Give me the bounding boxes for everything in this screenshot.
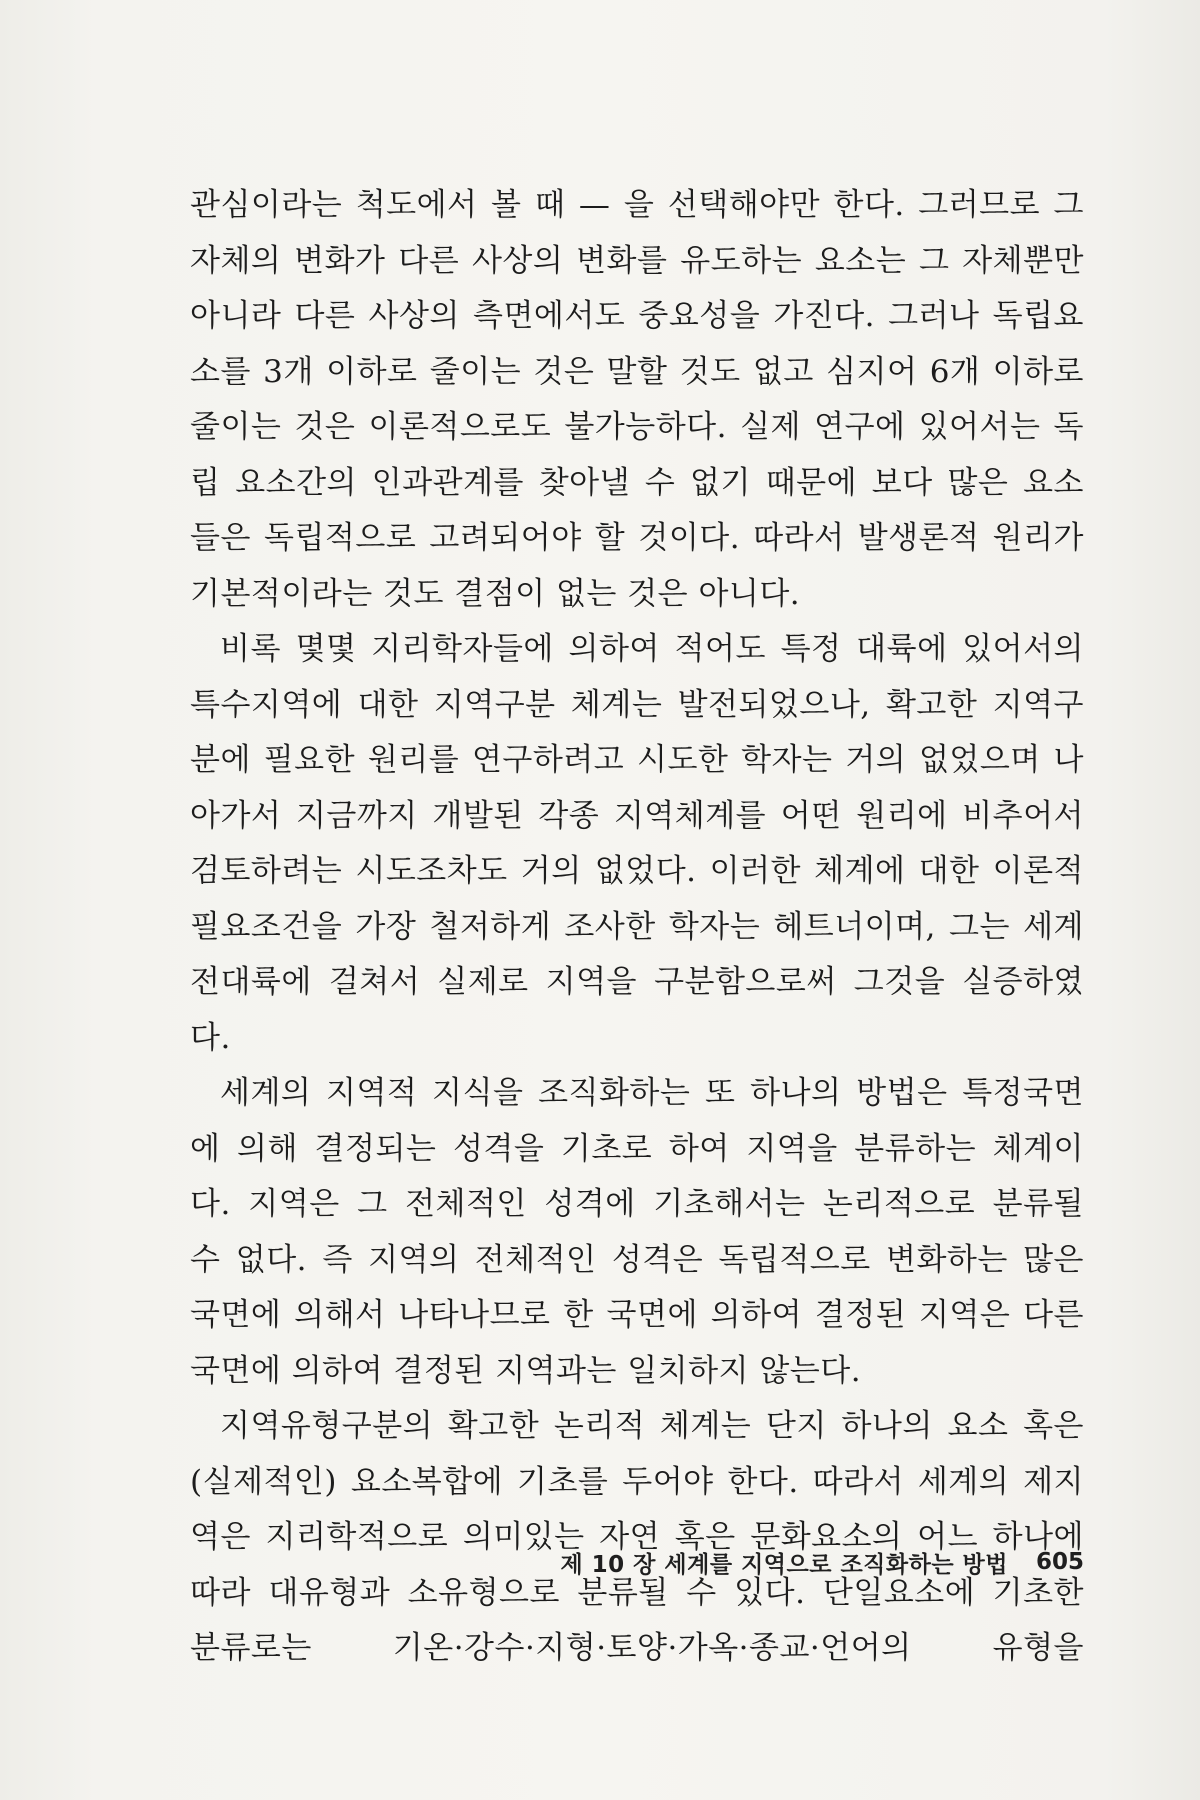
text-line: (실제적인) 요소복합에 기초를 두어야 한다. 따라서 세계의 제지 [190, 1463, 1084, 1500]
text-line: 전대륙에 걸쳐서 실제로 지역을 구분함으로써 그것을 실증하였 [190, 964, 1084, 1000]
paragraph-first-line: 비록 몇몇 지리학자들에 의하여 적어도 특정 대륙에 있어서의 [220, 631, 1084, 667]
text-line: 다. 지역은 그 전체적인 성격에 기초해서는 논리적으로 분류될 [190, 1186, 1084, 1222]
text-line: 국면에 의하여 결정된 지역과는 일치하지 않는다. [190, 1352, 862, 1389]
text-line: 자체의 변화가 다른 사상의 변화를 유도하는 요소는 그 자체뿐만 [190, 242, 1084, 279]
text-line: 검토하려는 시도조차도 거의 없었다. 이러한 체계에 대한 이론적 [190, 853, 1084, 889]
text-line: 소를 3개 이하로 줄이는 것은 말할 것도 없고 심지어 6개 이하로 [190, 353, 1084, 390]
body-text [190, 178, 1084, 1677]
text-line: 기본적이라는 것도 결점이 없는 것은 아니다. [190, 575, 801, 612]
text-line: 국면에 의해서 나타나므로 한 국면에 의하여 결정된 지역은 다른 [190, 1297, 1084, 1333]
text-line: 다. [190, 1019, 231, 1056]
text-line: 들은 독립적으로 고려되어야 할 것이다. 따라서 발생론적 원리가 [190, 520, 1084, 556]
text-line: 아가서 지금까지 개발된 각종 지역체계를 어떤 원리에 비추어서 [190, 797, 1084, 834]
text-line: 필요조건을 가장 철저하게 조사한 학자는 헤트너이며, 그는 세계 [190, 908, 1084, 945]
text-line: 줄이는 것은 이론적으로도 불가능하다. 실제 연구에 있어서는 독 [190, 409, 1084, 445]
paragraph-first-line: 지역유형구분의 확고한 논리적 체계는 단지 하나의 요소 혹은 [220, 1408, 1084, 1444]
running-footer-title: 제 10 장 세계를 지역으로 조직화하는 방법 [560, 1551, 1008, 1578]
paragraph-first-line: 세계의 지역적 지식을 조직화하는 또 하나의 방법은 특정국면 [220, 1075, 1084, 1111]
text-line: 분류로는 기온·강수·지형·토양·가옥·종교·언어의 유형을 [190, 1630, 1084, 1666]
page-footer [480, 1542, 1084, 1582]
text-line: 아니라 다른 사상의 측면에서도 중요성을 가진다. 그러나 독립요 [190, 298, 1084, 334]
text-line: 분에 필요한 원리를 연구하려고 시도한 학자는 거의 없었으며 나 [190, 742, 1084, 778]
text-line: 관심이라는 척도에서 볼 때 — 을 선택해야만 한다. 그러므로 그 [190, 187, 1084, 223]
text-line: 수 없다. 즉 지역의 전체적인 성격은 독립적으로 변화하는 많은 [190, 1241, 1084, 1278]
text-line: 특수지역에 대한 지역구분 체계는 발전되었으나, 확고한 지역구 [190, 686, 1084, 723]
text-line: 역은 지리학적으로 의미있는 자연 혹은 문화요소의 어느 하나에 [190, 1519, 1084, 1555]
text-line: 따라 대유형과 소유형으로 분류될 수 있다. 단일요소에 기초한 [190, 1574, 1084, 1611]
page-number: 605 [1035, 1549, 1084, 1575]
text-line: 에 의해 결정되는 성격을 기초로 하여 지역을 분류하는 체계이 [190, 1130, 1084, 1167]
text-line: 립 요소간의 인과관계를 찾아낼 수 없기 때문에 보다 많은 요소 [190, 464, 1084, 501]
